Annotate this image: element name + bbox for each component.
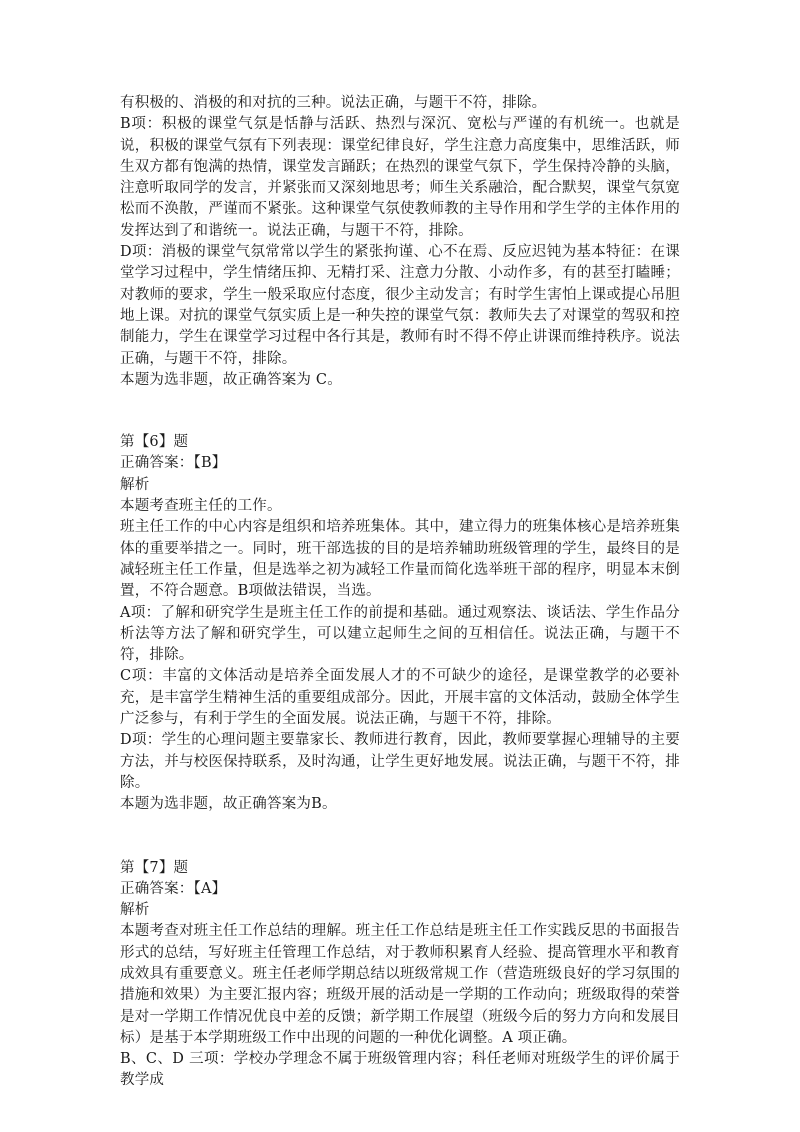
paragraph: 有积极的、消极的和对抗的三种。说法正确，与题干不符，排除。 — [120, 95, 547, 111]
question-title: 第【7】题 — [120, 859, 189, 876]
paragraph: B项：积极的课堂气氛是恬静与活跃、热烈与深沉、宽松与严谨的有机统一。也就是说，积极的课堂气氛有下列表现：课堂纪律良好，学生注意力高度集中，思维活跃，师生双方都有饱满的热情，课堂发言踊跃；在热烈的课堂气氛下，学生保持冷静的头脑，注意听取同学的发言，并紧张而又深刻地思考；师生关系融洽，配合默契，课堂气氛宽松而不涣散，严谨而不紧张。这种课堂气氛使教师教的主导作用和学生学的主体作用的发挥达到了和谐统一。说法正确，与题干不符，排除。 — [120, 116, 680, 239]
analysis-label: 解析 — [120, 476, 150, 493]
analysis-label: 解析 — [120, 902, 150, 919]
paragraph: 本题为选非题，故正确答案为B。 — [120, 796, 337, 813]
question-5-analysis-tail — [120, 93, 680, 391]
question-7 — [120, 858, 680, 1092]
paragraph: D项：消极的课堂气氛常常以学生的紧张拘谨、心不在焉、反应迟钝为基本特征：在课堂学习过程中，学生情绪压抑、无精打采、注意力分散、小动作多，有的甚至打瞌睡；对教师的要求，学生一般采取应付态度，很少主动发言；有时学生害怕上课或提心吊胆地上课。对抗的课堂气氛实质上是一种失控的课堂气氛：教师失去了对课堂的驾驭和控制能力，学生在课堂学习过程中各行其是，教师有时不得不停止讲课而维持秩序。说法正确，与题干不符，排除。 — [120, 244, 680, 367]
paragraph: 本题为选非题，故正确答案为 C。 — [120, 371, 342, 388]
correct-answer: 正确答案：【A】 — [120, 880, 227, 897]
paragraph: 班主任工作的中心内容是组织和培养班集体。其中，建立得力的班集体核心是培养班集体的重要举措之一。同时，班干部选拔的目的是培养辅助班级管理的学生，最终目的是减轻班主任工作量，但是选举之初为减轻工作量而简化选举班干部的程序，明显本末倒置，不符合题意。B项做法错误，当选。 — [120, 519, 680, 600]
question-6 — [120, 432, 680, 815]
correct-answer: 正确答案：【B】 — [120, 455, 227, 472]
question-title: 第【6】题 — [120, 434, 189, 451]
paragraph: D项：学生的心理问题主要靠家长、教师进行教育，因此，教师要掌握心理辅导的主要方法，并与校医保持联系，及时沟通，让学生更好地发展。说法正确，与题干不符，排除。 — [120, 732, 680, 791]
paragraph: A项：了解和研究学生是班主任工作的前提和基础。通过观察法、谈话法、学生作品分析法等方法了解和研究学生，可以建立起师生之间的互相信任。说法正确，与题干不符，排除。 — [120, 604, 680, 664]
paragraph: 本题考查班主任的工作。 — [120, 498, 282, 515]
paragraph: B、C、D 三项：学校办学理念不属于班级管理内容；科任老师对班级学生的评价属于教学成 — [120, 1051, 680, 1089]
paragraph: C项：丰富的文体活动是培养全面发展人才的不可缺少的途径，是课堂教学的必要补充，是丰富学生精神生活的重要组成部分。因此，开展丰富的文体活动，鼓励全体学生广泛参与，有利于学生的全面发展。说法正确，与题干不符，排除。 — [120, 668, 680, 728]
paragraph: 本题考查对班主任工作总结的理解。班主任工作总结是班主任工作实践反思的书面报告形式的总结，写好班主任管理工作总结，对于教师积累育人经验、提高管理水平和教育成效具有重要意义。班主任老师学期总结以班级常规工作（营造班级良好的学习氛围的措施和效果）为主要汇报内容；班级开展的活动是一学期的工作动向；班级取得的荣誉是对一学期工作情况优良中差的反馈；新学期工作展望（班级今后的努力方向和发展目标）是基于本学期班级工作中出现的问题的一种优化调整。A 项正确。 — [120, 923, 680, 1046]
